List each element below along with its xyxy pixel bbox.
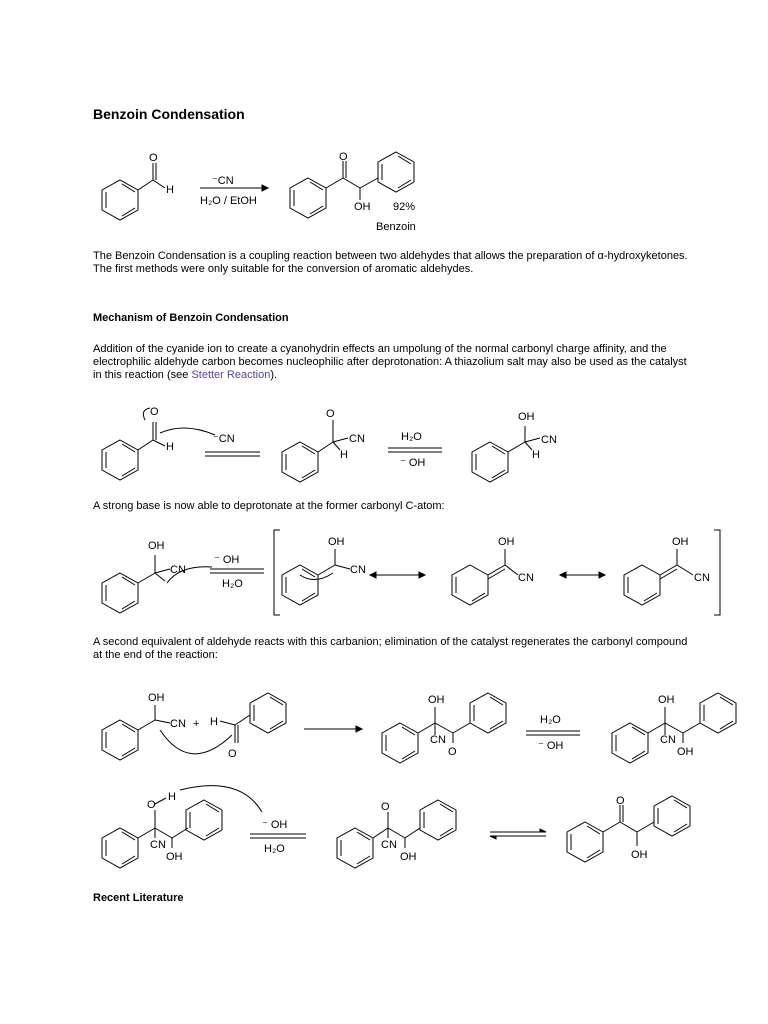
oh-label: OH [148, 692, 165, 704]
cn-label: CN [349, 433, 365, 445]
mechanism-text: Addition of the cyanide ion to create a cyanohydrin effects an umpolung of the normal carbonyl charge affinity, and the electrophilic aldehyde carbon becomes nucleophilic after deprotonation: A thiazolium salt may also be used as the catalyst in this reaction (see [93, 343, 687, 381]
carbanion-structure [102, 692, 186, 760]
alkoxide-adduct [382, 693, 506, 763]
deprotonation-paragraph: A strong base is now able to deprotonate at the former carbonyl C-atom: [93, 500, 445, 512]
oh-label: OH [672, 536, 689, 548]
plus-sign: + [193, 718, 200, 730]
oh-label: OH [400, 851, 417, 863]
stetter-reaction-link[interactable]: Stetter Reaction [191, 369, 271, 381]
cn-label: CN [430, 734, 446, 746]
recent-literature-heading: Recent Literature [93, 892, 184, 904]
catalyst-elimination-scheme [0, 780, 768, 875]
oh-label: OH [328, 536, 345, 548]
h-label: H [532, 449, 540, 461]
o-label: O [228, 748, 237, 760]
alkoxide-o-label: O [326, 408, 335, 420]
water-byproduct: H₂O [222, 578, 243, 590]
aldehyde-h-label: H [166, 441, 174, 453]
oh-label: OH [631, 849, 648, 861]
product-o-label: O [339, 151, 348, 163]
hydroxide-base: ⁻ OH [262, 819, 288, 831]
page-title: Benzoin Condensation [93, 106, 245, 122]
cn-label: CN [694, 572, 710, 584]
cyanohydrin-adduct [612, 693, 736, 763]
resonance-bracket-right [714, 530, 720, 615]
oh-label: OH [428, 694, 445, 706]
water-reagent: H₂O [401, 431, 422, 443]
cn-label: CN [541, 434, 557, 446]
resonance-bracket-left [274, 530, 280, 615]
water-byproduct: H₂O [264, 843, 285, 855]
carbonyl-o-label: O [149, 152, 158, 164]
carbanion-structure-1 [282, 536, 366, 605]
reagent-cyanide: ⁻CN [212, 175, 234, 187]
oh-label: OH [498, 536, 515, 548]
alkoxide-intermediate [337, 800, 456, 868]
o-label: O [381, 801, 390, 813]
alkoxide-intermediate [282, 408, 365, 482]
cn-label: CN [170, 718, 186, 730]
benzaldehyde-structure [102, 152, 174, 220]
product-name: Benzoin [376, 221, 416, 233]
cyanohydrin-structure [472, 411, 557, 482]
cn-label: CN [518, 572, 534, 584]
carbonyl-o-label: O [150, 406, 159, 418]
product-oh-label: OH [354, 201, 371, 213]
yield-value: 92% [393, 201, 416, 213]
cyanide-nucleophile: ⁻CN [213, 433, 235, 445]
hydroxide-byproduct: ⁻ OH [400, 457, 426, 469]
cn-label: CN [170, 564, 186, 576]
oh-label: OH [166, 851, 183, 863]
hydroxide-base: ⁻ OH [214, 554, 240, 566]
hydroxide-byproduct: ⁻ OH [538, 740, 564, 752]
carbanion-resonance-scheme [0, 525, 768, 625]
overall-reaction-scheme [0, 140, 768, 240]
cn-label: CN [660, 734, 676, 746]
cyanohydrin-formation-scheme [0, 400, 768, 485]
mechanism-paragraph [93, 343, 693, 382]
intro-paragraph: The Benzoin Condensation is a coupling reaction between two aldehydes that allows the preparation of α-hydroxyketones. The first methods were only suitable for the conversion of aromatic aldehydes. [93, 250, 688, 275]
o-label: O [616, 795, 625, 807]
h-label: H [340, 449, 348, 461]
carbanion-addition-scheme [0, 685, 768, 785]
benzaldehyde-structure [102, 406, 215, 480]
o-label: O [448, 746, 457, 758]
h-label: H [210, 716, 218, 728]
carbanion-structure-2 [452, 536, 534, 605]
oh-label-2: OH [677, 746, 694, 758]
cn-label: CN [350, 564, 366, 576]
aldehyde-h-label: H [166, 184, 174, 196]
cn-label: CN [381, 839, 397, 851]
oh-label: OH [658, 694, 675, 706]
o-label: O [147, 799, 156, 811]
h-label: H [168, 791, 176, 803]
mechanism-text-end: ). [270, 369, 278, 381]
carbanion-addition-paragraph: A second equivalent of aldehyde reacts with this carbanion; elimination of the catalyst regenerates the carbonyl compound at the end of the reaction: [93, 636, 688, 661]
cn-label: CN [150, 839, 166, 851]
cyanohydrin-adduct [102, 786, 262, 868]
cyanohydrin-structure [102, 540, 212, 613]
water-reagent: H₂O [540, 714, 561, 726]
benzoin-product [567, 795, 690, 862]
oh-label: OH [148, 540, 165, 552]
oh-label: OH [518, 411, 535, 423]
carbanion-structure-3 [624, 536, 710, 605]
mechanism-heading: Mechanism of Benzoin Condensation [93, 312, 289, 324]
reagent-solvent: H₂O / EtOH [200, 195, 257, 207]
